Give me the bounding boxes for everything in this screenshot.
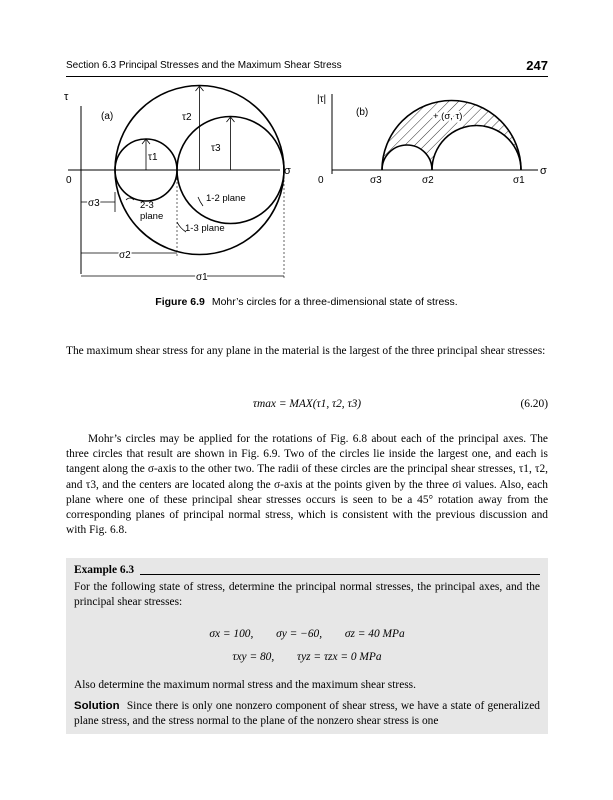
panel-a-label: (a): [101, 111, 114, 122]
equation-number: (6.20): [520, 398, 548, 410]
paragraph-max-shear: The maximum shear stress for any plane in the material is the largest of the three principal shear stresses:: [66, 345, 546, 357]
panel-a: [64, 86, 291, 284]
sigma-axis-label-a: σ: [284, 165, 291, 177]
example-title: Example 6.3: [74, 564, 135, 576]
equation-6-20: [66, 398, 548, 414]
sigma3-label-a: σ3: [88, 198, 100, 209]
plane-13-label: 1-3 plane: [185, 223, 225, 234]
sigma3-label-b: σ3: [370, 175, 382, 186]
example-also: Also determine the maximum normal stress and the maximum shear stress.: [74, 679, 416, 691]
panel-b-label: (b): [356, 107, 369, 118]
figure-caption-text: Mohr’s circles for a three-dimensional state of stress.: [211, 296, 458, 308]
sigma1-label-a: σ1: [196, 272, 208, 283]
figure-caption: [0, 296, 613, 308]
example-box: [66, 558, 548, 734]
tau1-label: τ1: [148, 152, 158, 163]
figure-number: Figure 6.9: [155, 296, 205, 308]
plane-23-label-line2: plane: [140, 211, 164, 222]
plane-23-label-line1: 2-3: [140, 200, 154, 211]
tau3-label: τ3: [211, 143, 221, 154]
given-normal-stresses: σx = 100, σy = −60, σz = 40 MPa: [209, 628, 405, 640]
sigma2-label-b: σ2: [422, 175, 434, 186]
example-statement: For the following state of stress, determine the principal normal stresses, the principal axes, and the principal shear stresses:: [74, 581, 540, 609]
given-shear-stresses: τxy = 80, τyz = τzx = 0 MPa: [232, 651, 382, 663]
page-number: 247: [526, 58, 548, 73]
section-title: Section 6.3 Principal Stresses and the Maximum Shear Stress: [66, 60, 342, 71]
point-label: + (σ, τ): [433, 111, 463, 122]
example-solution: [74, 699, 540, 729]
solution-text: Since there is only one nonzero component of shear stress, we have a state of generalized plane stress, and the stress normal to the plane of the nonzero shear stress is one: [74, 700, 540, 728]
origin-label-a: 0: [66, 175, 72, 186]
plane-12-label: 1-2 plane: [206, 193, 246, 204]
tau2-label: τ2: [182, 112, 192, 123]
mohr-circles-figure: [50, 84, 560, 284]
paragraph-mohr-circles: Mohr’s circles may be applied for the rotations of Fig. 6.8 about each of the principal axes. The three circles that result are shown in Fig. 6.9. Two of the circles lie inside the largest one, and each is tangent along the σ-axis to the other two. The radii of these circles are the principal shear stresses, τ1, τ2, and τ3, and the centers are located along the σ-axis at the points given by the three σi values. Also, each plane where one of these principal shear stresses occurs is seen to be a 45° rotation away from the corresponding planes of principal normal stress, which is consistent with the previous discussion and with Fig. 6.8.: [66, 433, 548, 537]
running-header: [66, 58, 548, 78]
tau-axis-label-b: |τ|: [317, 94, 327, 105]
plane-12-leader: [198, 197, 203, 206]
sigma-axis-label-b: σ: [540, 165, 547, 177]
sigma2-label-a: σ2: [119, 250, 131, 261]
origin-label-b: 0: [318, 175, 324, 186]
tau-axis-label-a: τ: [64, 91, 69, 103]
sigma1-label-b: σ1: [513, 175, 525, 186]
panel-b: [317, 94, 547, 186]
solution-label: Solution: [74, 700, 120, 712]
header-rule: [66, 76, 548, 77]
equation-expression: τmax = MAX(τ1, τ2, τ3): [252, 398, 362, 410]
example-title-rule: [140, 574, 540, 575]
